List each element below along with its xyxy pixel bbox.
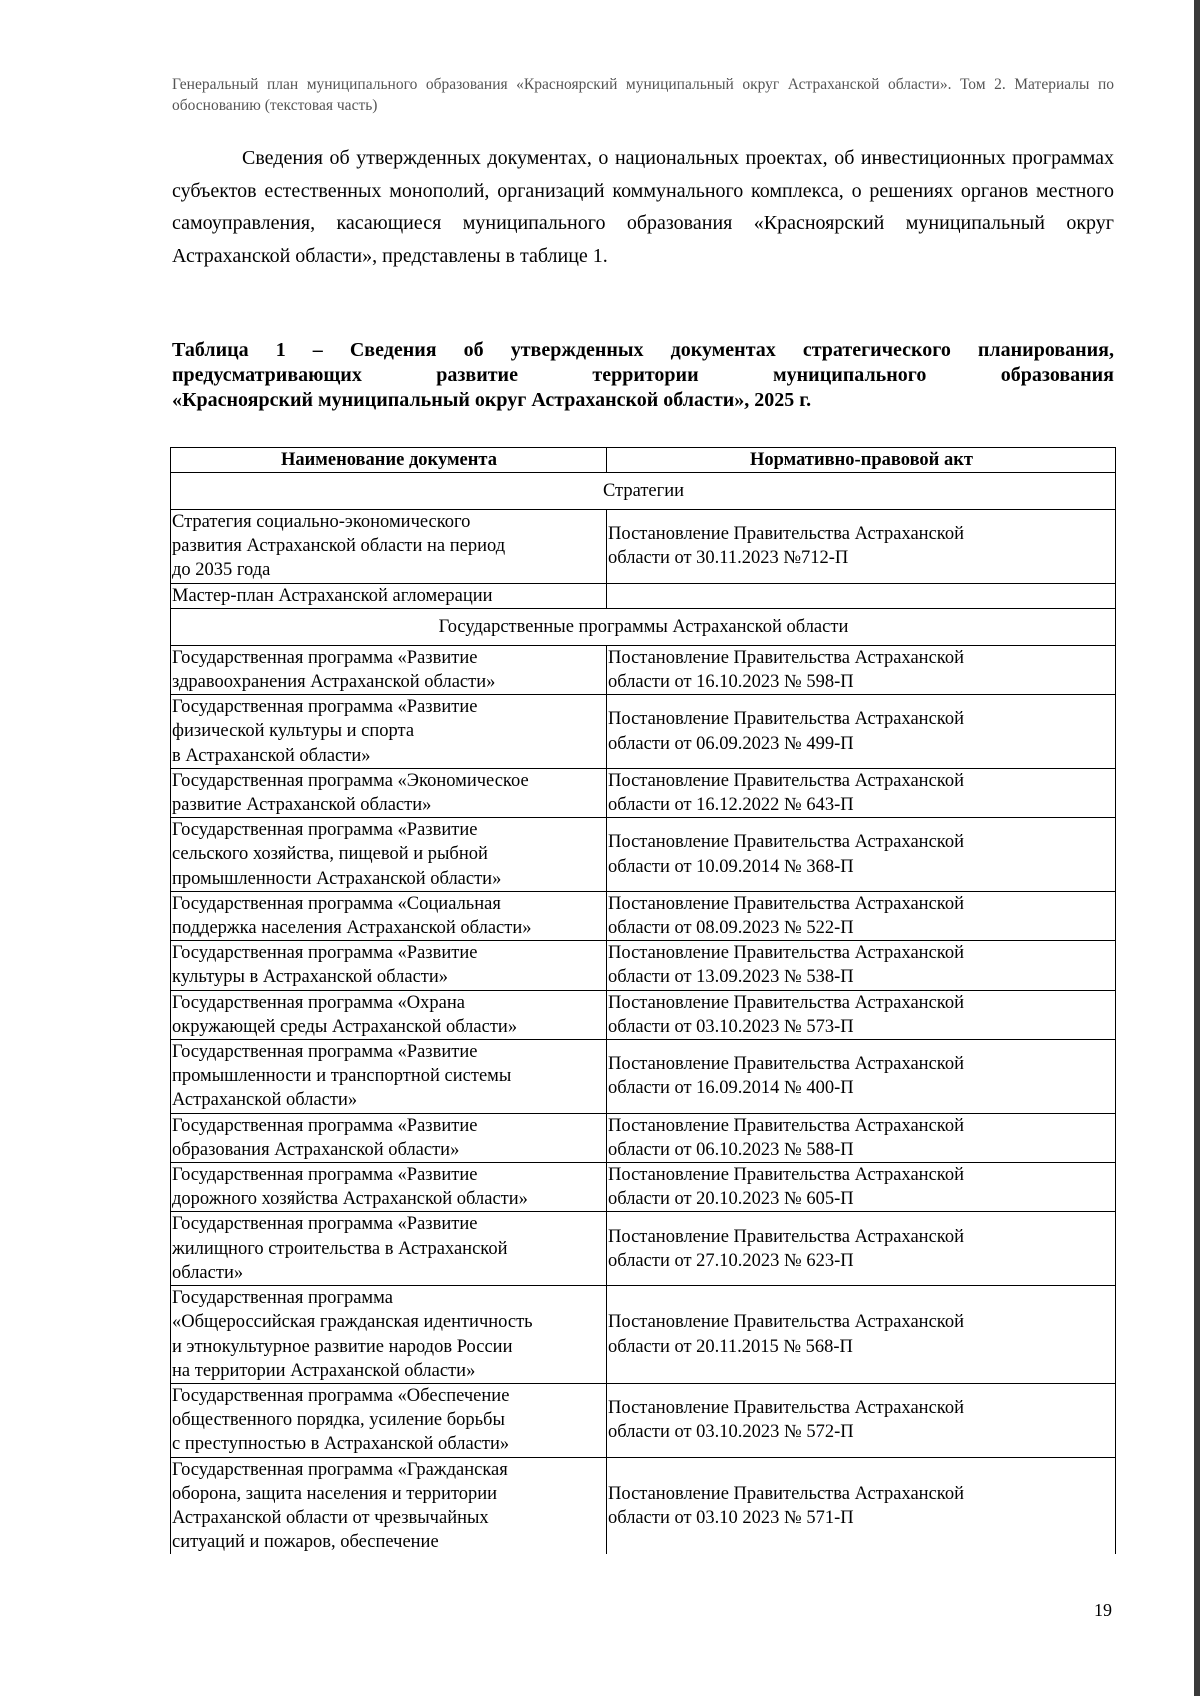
legal-act: Постановление Правительства Астраханской области от 16.10.2023 № 598-П: [607, 645, 1116, 694]
intro-paragraph: [172, 142, 1114, 272]
table-row: [171, 1040, 1116, 1114]
column-header-act: Нормативно-правовой акт: [607, 448, 1116, 473]
legal-act: Постановление Правительства Астраханской области от 06.09.2023 № 499-П: [607, 695, 1116, 769]
legal-act: Постановление Правительства Астраханской области от 03.10.2023 № 572-П: [607, 1383, 1116, 1457]
legal-act: Постановление Правительства Астраханской области от 16.09.2014 № 400-П: [607, 1040, 1116, 1114]
document-name: Государственная программа «Гражданская оборона, защита населения и территории Астраханской области от чрезвычайных ситуаций и пожаров, обеспечение: [171, 1457, 607, 1554]
document-name: Государственная программа «Развитие дорожного хозяйства Астраханской области»: [171, 1163, 607, 1212]
running-header: Генеральный план муниципального образования «Красноярский муниципальный округ Астраханской области». Том 2. Материалы по обоснованию (текстовая часть): [172, 76, 1114, 114]
document-name: Стратегия социально-экономического развития Астраханской области на период до 2035 года: [171, 510, 607, 584]
table-row: [171, 645, 1116, 694]
table-row: [171, 768, 1116, 817]
section-title: Государственные программы Астраханской области: [171, 608, 1116, 645]
legal-act: Постановление Правительства Астраханской области от 20.11.2015 № 568-П: [607, 1286, 1116, 1384]
document-name: Государственная программа «Развитие здравоохранения Астраханской области»: [171, 645, 607, 694]
section-title: Стратегии: [171, 473, 1116, 510]
legal-act: Постановление Правительства Астраханской области от 10.09.2014 № 368-П: [607, 818, 1116, 892]
document-name: Государственная программа «Развитие культуры в Астраханской области»: [171, 941, 607, 990]
document-name: Государственная программа «Экономическое развитие Астраханской области»: [171, 768, 607, 817]
legal-act: Постановление Правительства Астраханской области от 08.09.2023 № 522-П: [607, 891, 1116, 940]
section-row-strategies: [171, 473, 1116, 510]
table-row: [171, 891, 1116, 940]
documents-table: [170, 447, 1116, 1554]
table-row: [171, 583, 1116, 608]
document-name: Государственная программа «Социальная поддержка населения Астраханской области»: [171, 891, 607, 940]
page-edge: [1194, 0, 1200, 1696]
legal-act: Постановление Правительства Астраханской области от 27.10.2023 № 623-П: [607, 1212, 1116, 1286]
table-row: [171, 1383, 1116, 1457]
legal-act: [607, 583, 1116, 608]
document-name: Государственная программа «Общероссийская гражданская идентичность и этнокультурное развитие народов России на территории Астраханской области»: [171, 1286, 607, 1384]
table-row: [171, 941, 1116, 990]
section-row-programs: [171, 608, 1116, 645]
document-name: Государственная программа «Развитие физической культуры и спорта в Астраханской области»: [171, 695, 607, 769]
document-name: Мастер-план Астраханской агломерации: [171, 583, 607, 608]
document-name: Государственная программа «Развитие жилищного строительства в Астраханской области»: [171, 1212, 607, 1286]
legal-act: Постановление Правительства Астраханской области от 30.11.2023 №712-П: [607, 510, 1116, 584]
document-name: Государственная программа «Обеспечение общественного порядка, усиление борьбы с преступностью в Астраханской области»: [171, 1383, 607, 1457]
document-name: Государственная программа «Охрана окружающей среды Астраханской области»: [171, 990, 607, 1039]
table-row: [171, 1163, 1116, 1212]
caption-line-2: предусматривающих развитие территории муниципального образования: [172, 364, 1114, 386]
caption-line-3: «Красноярский муниципальный округ Астраханской области», 2025 г.: [172, 389, 812, 411]
table-row: [171, 695, 1116, 769]
document-name: Государственная программа «Развитие образования Астраханской области»: [171, 1113, 607, 1162]
document-name: Государственная программа «Развитие промышленности и транспортной системы Астраханской области»: [171, 1040, 607, 1114]
caption-line-1: Таблица 1 – Сведения об утвержденных документах стратегического планирования,: [172, 339, 1114, 361]
legal-act: Постановление Правительства Астраханской области от 03.10.2023 № 573-П: [607, 990, 1116, 1039]
intro-text: Сведения об утвержденных документах, о национальных проектах, об инвестиционных программах субъектов естественных монополий, организаций коммунального комплекса, о решениях органов местного самоуправления, касающиеся муниципального образования «Красноярский муниципальный округ Астраханской области», представлены в таблице 1.: [172, 147, 1114, 267]
legal-act: Постановление Правительства Астраханской области от 06.10.2023 № 588-П: [607, 1113, 1116, 1162]
table-row: [171, 1212, 1116, 1286]
page-number: 19: [1094, 1600, 1112, 1620]
column-header-name: Наименование документа: [171, 448, 607, 473]
table-body: [171, 473, 1116, 1555]
legal-act: Постановление Правительства Астраханской области от 13.09.2023 № 538-П: [607, 941, 1116, 990]
table-row: [171, 510, 1116, 584]
legal-act: Постановление Правительства Астраханской области от 03.10 2023 № 571-П: [607, 1457, 1116, 1554]
table-row: [171, 1457, 1116, 1554]
table-row: [171, 1113, 1116, 1162]
legal-act: Постановление Правительства Астраханской области от 20.10.2023 № 605-П: [607, 1163, 1116, 1212]
document-name: Государственная программа «Развитие сельского хозяйства, пищевой и рыбной промышленности Астраханской области»: [171, 818, 607, 892]
legal-act: Постановление Правительства Астраханской области от 16.12.2022 № 643-П: [607, 768, 1116, 817]
table-header-row: [171, 448, 1116, 473]
table-row: [171, 990, 1116, 1039]
table-row: [171, 818, 1116, 892]
table-row: [171, 1286, 1116, 1384]
table-caption: [172, 338, 1114, 413]
